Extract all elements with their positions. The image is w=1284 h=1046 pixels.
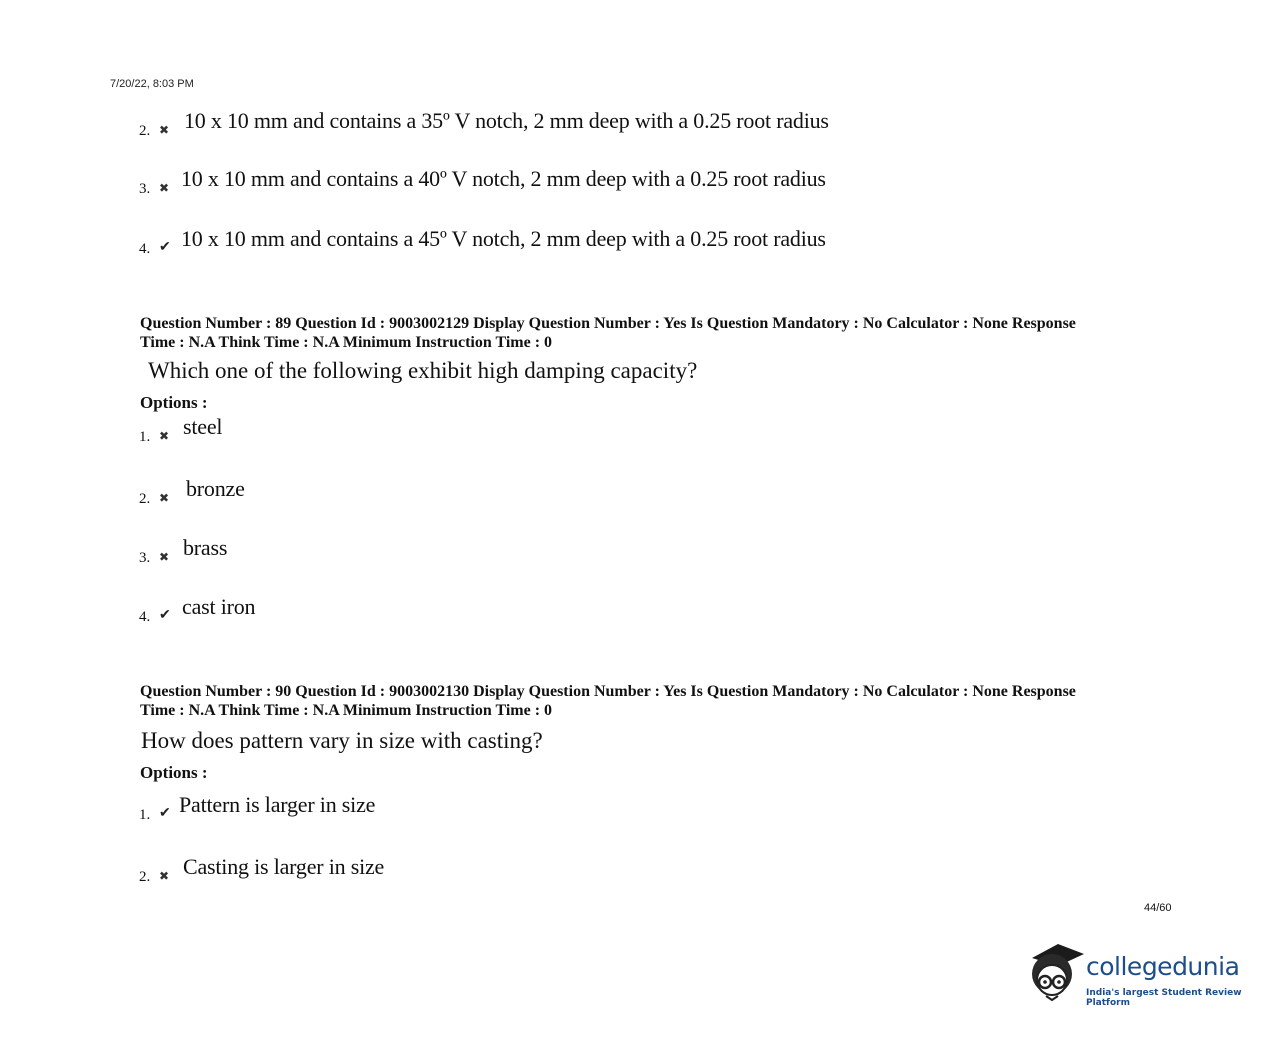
- options-label: Options :: [140, 763, 208, 782]
- question-text: How does pattern vary in size with casting?: [141, 728, 543, 753]
- mascot-icon: [1024, 940, 1086, 1006]
- option-number: 3.: [139, 181, 151, 197]
- option-number: 2.: [139, 491, 151, 507]
- cross-icon: ✖: [159, 869, 170, 883]
- option-number: 1.: [139, 807, 151, 823]
- option-text: 10 x 10 mm and contains a 35º V notch, 2 mm deep with a 0.25 root radius: [184, 108, 829, 133]
- meta-line: Time : N.A Think Time : N.A Minimum Instruction Time : 0: [140, 702, 553, 719]
- logo-tagline: India's largest Student Review Platform: [1086, 988, 1242, 1008]
- option-text: bronze: [186, 476, 245, 501]
- check-icon: ✔: [159, 608, 171, 623]
- option-number: 3.: [139, 550, 151, 566]
- option-text: steel: [183, 414, 223, 439]
- option-number: 1.: [139, 429, 151, 445]
- question-meta: [140, 682, 1170, 720]
- option-number: 4.: [139, 241, 151, 257]
- meta-line: Time : N.A Think Time : N.A Minimum Instruction Time : 0: [140, 334, 553, 351]
- cross-icon: ✖: [159, 181, 170, 195]
- option-number: 4.: [139, 609, 151, 625]
- options-label: Options :: [140, 393, 208, 412]
- question-meta: [140, 314, 1170, 352]
- cross-icon: ✖: [159, 491, 170, 505]
- option-number: 2.: [139, 123, 151, 139]
- meta-line: Question Number : 89 Question Id : 9003002129 Display Question Number : Yes Is Question Mandatory : No Calculator : None Response: [140, 315, 1076, 332]
- cross-icon: ✖: [159, 123, 170, 137]
- option-text: cast iron: [182, 594, 256, 619]
- option-text: brass: [183, 535, 228, 560]
- cross-icon: ✖: [159, 550, 170, 564]
- page-number: 44/60: [1144, 902, 1172, 914]
- check-icon: ✔: [159, 240, 171, 255]
- option-text: Casting is larger in size: [183, 854, 385, 879]
- logo-brand: collegedunia: [1086, 952, 1240, 981]
- meta-line: Question Number : 90 Question Id : 9003002130 Display Question Number : Yes Is Question Mandatory : No Calculator : None Response: [140, 683, 1076, 700]
- option-text: 10 x 10 mm and contains a 40º V notch, 2 mm deep with a 0.25 root radius: [181, 166, 826, 191]
- question-text: Which one of the following exhibit high damping capacity?: [148, 358, 698, 383]
- option-text: 10 x 10 mm and contains a 45º V notch, 2 mm deep with a 0.25 root radius: [181, 226, 826, 251]
- option-number: 2.: [139, 869, 151, 885]
- cross-icon: ✖: [159, 429, 170, 443]
- timestamp: 7/20/22, 8:03 PM: [110, 78, 194, 90]
- collegedunia-logo: [1024, 940, 1254, 1006]
- option-text: Pattern is larger in size: [179, 792, 376, 817]
- check-icon: ✔: [159, 806, 171, 821]
